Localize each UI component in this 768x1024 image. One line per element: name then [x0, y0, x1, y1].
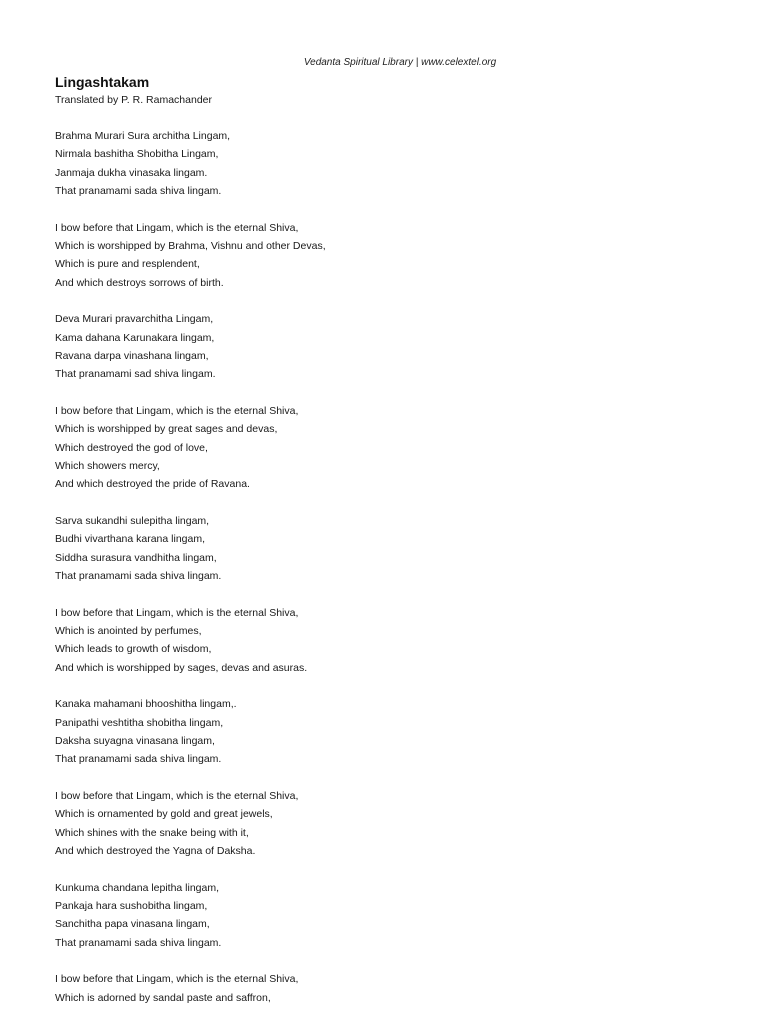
- stanza-line: Budhi vivarthana karana lingam,: [55, 533, 206, 546]
- stanza-line: I bow before that Lingam, which is the eternal Shiva,: [55, 606, 299, 619]
- stanza-line: Which is adorned by sandal paste and saffron,: [55, 991, 271, 1004]
- stanza: [55, 787, 745, 860]
- document-title: Lingashtakam: [55, 74, 150, 90]
- stanza: [55, 127, 745, 200]
- stanza-line: I bow before that Lingam, which is the eternal Shiva,: [55, 405, 299, 418]
- stanza-line: Panipathi veshtitha shobitha lingam,: [55, 716, 224, 729]
- stanza: [55, 604, 745, 677]
- stanza-line: And which destroyed the pride of Ravana.: [55, 478, 250, 491]
- stanza-line: Which is ornamented by gold and great jewels,: [55, 808, 273, 821]
- stanza: [55, 512, 745, 585]
- stanza: [55, 970, 745, 1007]
- stanza-line: Kama dahana Karunakara lingam,: [55, 331, 215, 344]
- stanza-line: Janmaja dukha vinasaka lingam.: [55, 166, 208, 179]
- stanza-line: Which destroyed the god of love,: [55, 441, 208, 454]
- stanza-line: And which destroys sorrows of birth.: [55, 276, 224, 289]
- document-subtitle: Translated by P. R. Ramachander: [55, 94, 212, 106]
- stanza-line: That pranamami sada shiva lingam.: [55, 184, 222, 197]
- stanza-line: Which is anointed by perfumes,: [55, 625, 202, 638]
- stanza-line: And which is worshipped by sages, devas and asuras.: [55, 661, 308, 674]
- stanza: [55, 879, 745, 952]
- stanza-line: Brahma Murari Sura architha Lingam,: [55, 130, 231, 142]
- stanza-line: Sarva sukandhi sulepitha lingam,: [55, 515, 210, 528]
- stanza-line: That pranamami sad shiva lingam.: [55, 368, 216, 381]
- stanza-line: Which is worshipped by great sages and devas,: [55, 423, 278, 436]
- stanza-line: Nirmala bashitha Shobitha Lingam,: [55, 148, 219, 161]
- stanza-line: Which is worshipped by Brahma, Vishnu and other Devas,: [55, 239, 326, 252]
- stanza-line: Deva Murari pravarchitha Lingam,: [55, 313, 214, 326]
- stanza: [55, 310, 745, 383]
- stanza-line: That pranamami sada shiva lingam.: [55, 753, 222, 766]
- running-header: Vedanta Spiritual Library | www.celextel.org: [303, 57, 497, 68]
- stanza-line: Kanaka mahamani bhooshitha lingam,.: [55, 698, 237, 711]
- stanza-list: [55, 127, 745, 1024]
- stanza-line: Kunkuma chandana lepitha lingam,: [55, 881, 220, 894]
- stanza-line: Which shines with the snake being with it,: [55, 826, 249, 839]
- stanza-line: That pranamami sada shiva lingam.: [55, 569, 222, 582]
- stanza: [55, 402, 745, 493]
- stanza-line: Pankaja hara sushobitha lingam,: [55, 900, 208, 913]
- stanza-line: I bow before that Lingam, which is the eternal Shiva,: [55, 973, 299, 986]
- stanza-line: Siddha surasura vandhitha lingam,: [55, 551, 217, 564]
- stanza-line: Which showers mercy,: [55, 459, 160, 472]
- stanza-line: Daksha suyagna vinasana lingam,: [55, 735, 215, 748]
- stanza: [55, 219, 745, 292]
- stanza-line: I bow before that Lingam, which is the eternal Shiva,: [55, 790, 299, 803]
- stanza-line: Which leads to growth of wisdom,: [55, 643, 212, 656]
- stanza-line: Sanchitha papa vinasana lingam,: [55, 918, 210, 931]
- stanza-line: And which destroyed the Yagna of Daksha.: [55, 845, 256, 857]
- stanza-line: I bow before that Lingam, which is the eternal Shiva,: [55, 221, 299, 234]
- stanza-line: That pranamami sada shiva lingam.: [55, 936, 222, 949]
- stanza-line: Ravana darpa vinashana lingam,: [55, 349, 209, 362]
- stanza: [55, 695, 745, 768]
- stanza-line: Which is pure and resplendent,: [55, 258, 200, 271]
